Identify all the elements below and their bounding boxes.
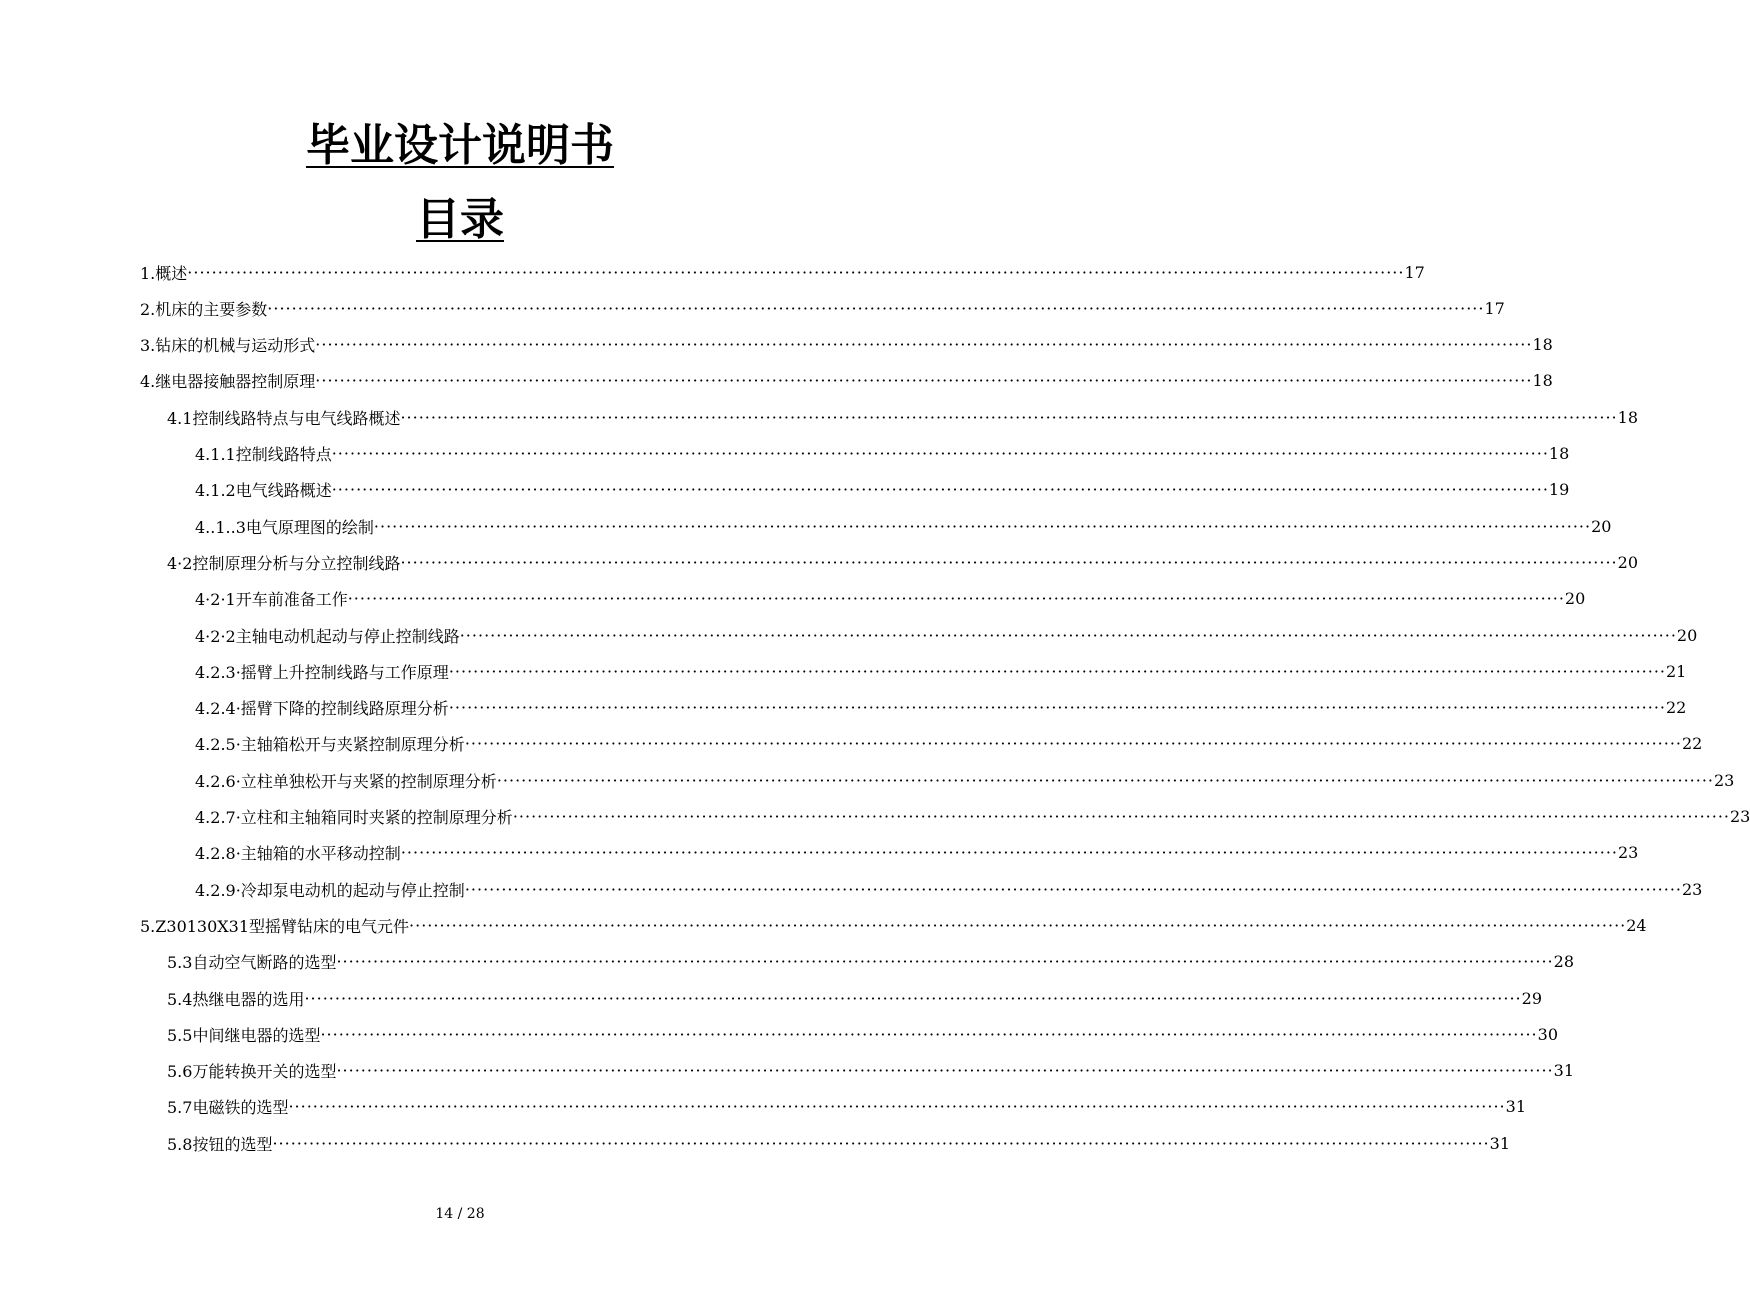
toc-entry-page: 23	[1730, 807, 1750, 826]
toc-leader-dots: ········································································································································································································	[336, 952, 1554, 972]
toc-entry[interactable]	[0, 581, 1586, 617]
toc-entry-label: 4.2.4·摇臂下降的控制线路原理分析	[195, 699, 449, 719]
toc-entry-label: 4·2·2主轴电动机起动与停止控制线路	[195, 626, 460, 646]
toc-entry-label: 4.继电器接触器控制原理	[140, 372, 316, 392]
toc-entry[interactable]	[0, 980, 1542, 1016]
toc-leader-dots: ········································································································································································································	[331, 480, 1549, 500]
toc-leader-dots: ········································································································································································································	[400, 843, 1618, 863]
toc-entry[interactable]	[0, 835, 1639, 871]
toc-leader-dots: ········································································································································································································	[373, 516, 1592, 536]
toc-entry-page: 17	[1404, 262, 1425, 282]
toc-entry-page: 17	[1484, 298, 1505, 318]
toc-entry[interactable]	[0, 1089, 1526, 1125]
toc-entry-page: 18	[1617, 407, 1638, 427]
toc-entry[interactable]	[0, 1016, 1558, 1052]
toc-leader-dots: ········································································································································································································	[304, 988, 1522, 1008]
toc-entry[interactable]	[0, 907, 1647, 943]
toc-entry-page: 20	[1676, 625, 1698, 645]
toc-entry-label: 4.2.7·立柱和主轴箱同时夹紧的控制原理分析	[195, 808, 513, 827]
toc-entry[interactable]	[0, 1125, 1510, 1161]
toc-entry-page: 22	[1666, 698, 1687, 718]
toc-entry-page: 23	[1714, 770, 1735, 790]
toc-entry[interactable]	[0, 944, 1574, 980]
toc-entry-label: 4.1控制线路特点与电气线路概述	[167, 408, 401, 428]
toc-entry[interactable]	[0, 617, 1698, 653]
toc-leader-dots: ········································································································································································································	[400, 407, 1618, 427]
toc-entry-page: 31	[1505, 1097, 1526, 1117]
toc-entry-page: 30	[1537, 1024, 1558, 1044]
toc-entry-page: 22	[1682, 734, 1703, 754]
toc-entry-label: 5.8按钮的选型	[167, 1134, 273, 1154]
toc-entry[interactable]	[0, 363, 1553, 399]
toc-entry-page: 20	[1617, 552, 1638, 572]
toc-entry-label: 4.2.6·立柱单独松开与夹紧的控制原理分析	[195, 771, 497, 791]
toc-leader-dots: ········································································································································································································	[464, 734, 1682, 754]
toc-leader-dots: ········································································································································································································	[347, 589, 1565, 609]
toc-entry-page: 20	[1591, 516, 1612, 536]
toc-entry-page: 29	[1521, 988, 1542, 1008]
toc-leader-dots: ········································································································································································································	[315, 335, 1533, 355]
toc-entry-label: 4·2控制原理分析与分立控制线路	[167, 553, 401, 573]
toc-entry-page: 31	[1553, 1061, 1574, 1081]
toc-entry[interactable]	[0, 254, 1425, 290]
toc-leader-dots: ········································································································································································································	[459, 625, 1677, 645]
toc-entry-label: 5.Z30130X31型摇臂钻床的电气元件	[140, 916, 410, 936]
toc-entry-label: 4.2.5·主轴箱松开与夹紧控制原理分析	[195, 735, 465, 755]
toc-entry-label: 4.1.2电气线路概述	[195, 481, 332, 501]
toc-entry-label: 5.7电磁铁的选型	[167, 1098, 289, 1118]
toc-entry-page: 21	[1666, 661, 1687, 681]
toc-leader-dots: ········································································································································································································	[288, 1097, 1506, 1117]
toc-leader-dots: ········································································································································································································	[512, 807, 1730, 826]
toc-entry-page: 19	[1548, 480, 1570, 500]
toc-entry-label: 1.概述	[140, 263, 188, 283]
toc-entry-page: 28	[1553, 952, 1574, 972]
toc-leader-dots: ········································································································································································································	[315, 371, 1533, 391]
toc-entry-label: 2.机床的主要参数	[140, 299, 268, 319]
toc-entry-label: 4.2.9·冷却泵电动机的起动与停止控制	[195, 880, 465, 900]
toc-entry[interactable]	[0, 436, 1570, 472]
toc-entry-page: 18	[1532, 335, 1553, 355]
toc-entry-label: 5.4热继电器的选用	[167, 989, 305, 1009]
toc-entry-page: 18	[1532, 371, 1553, 391]
toc-entry-label: 5.6万能转换开关的选型	[167, 1062, 337, 1082]
toc-leader-dots: ········································································································································································································	[464, 879, 1682, 899]
toc-entry[interactable]	[0, 290, 1505, 326]
toc-entry-label: 4.1.1控制线路特点	[195, 445, 332, 464]
toc-heading: 目录	[416, 194, 504, 245]
toc-entry[interactable]	[0, 472, 1570, 508]
toc-leader-dots: ········································································································································································································	[400, 552, 1618, 572]
toc-entry[interactable]	[0, 544, 1638, 580]
document-title: 毕业设计说明书	[306, 120, 614, 171]
page-number: 14 / 28	[435, 1206, 485, 1222]
toc-entry-label: 5.3自动空气断路的选型	[167, 953, 337, 973]
toc-leader-dots: ········································································································································································································	[187, 262, 1405, 282]
toc-entry-label: 4..1..3电气原理图的绘制	[195, 517, 374, 537]
toc-leader-dots: ········································································································································································································	[267, 298, 1485, 318]
toc-entry[interactable]	[0, 726, 1703, 762]
toc-leader-dots: ········································································································································································································	[336, 1061, 1554, 1081]
toc-entry[interactable]	[0, 762, 1735, 798]
toc-entry[interactable]	[0, 399, 1638, 435]
toc-entry[interactable]	[0, 508, 1612, 544]
toc-entry-label: 4.2.8·主轴箱的水平移动控制	[195, 844, 401, 864]
toc-entry-label: 5.5中间继电器的选型	[167, 1025, 321, 1045]
toc-entry[interactable]	[0, 653, 1687, 689]
toc-entry-label: 4·2·1开车前准备工作	[195, 590, 348, 610]
toc-entry-page: 18	[1548, 444, 1570, 463]
toc-entry-page: 20	[1564, 589, 1586, 609]
toc-leader-dots: ········································································································································································································	[320, 1024, 1538, 1044]
toc-leader-dots: ········································································································································································································	[448, 698, 1666, 718]
toc-leader-dots: ········································································································································································································	[331, 444, 1549, 463]
toc-entry[interactable]	[0, 1053, 1574, 1089]
toc-entry[interactable]	[0, 690, 1687, 726]
toc-leader-dots: ········································································································································································································	[272, 1133, 1490, 1153]
toc-leader-dots: ········································································································································································································	[496, 770, 1714, 790]
toc-entry-page: 23	[1682, 879, 1703, 899]
toc-entry-label: 4.2.3·摇臂上升控制线路与工作原理	[195, 662, 449, 682]
toc-entry-label: 3.钻床的机械与运动形式	[140, 336, 316, 356]
toc-entry-page: 31	[1489, 1133, 1510, 1153]
toc-entry[interactable]	[0, 327, 1553, 363]
toc-leader-dots: ········································································································································································································	[448, 661, 1666, 681]
toc-entry-page: 23	[1618, 843, 1639, 863]
toc-leader-dots: ········································································································································································································	[409, 915, 1627, 935]
toc-entry[interactable]	[0, 871, 1703, 907]
toc-entry[interactable]	[0, 799, 1750, 835]
toc-entry-page: 24	[1626, 915, 1647, 935]
